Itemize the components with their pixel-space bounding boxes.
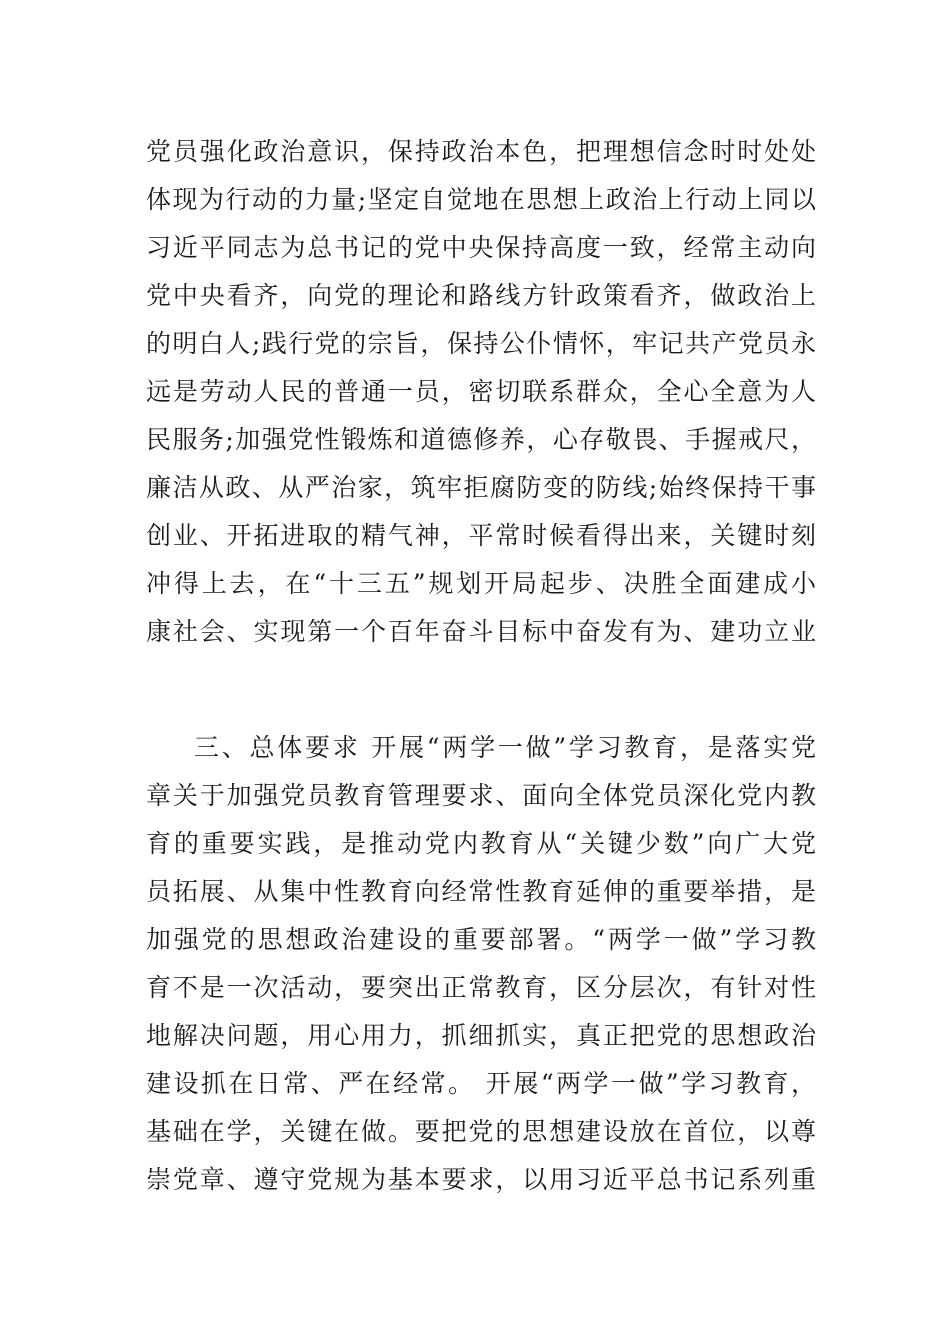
text-line: 育不是一次活动，要突出正常教育，区分层次，有针对性 bbox=[146, 973, 816, 1002]
text-line: 创业、开拓进取的精气神，平常时候看得出来，关键时刻 bbox=[146, 521, 816, 550]
text-line: 地解决问题，用心用力，抓细抓实，真正把党的思想政治 bbox=[146, 1021, 816, 1050]
text-line: 党中央看齐，向党的理论和路线方针政策看齐，做政治上 bbox=[146, 281, 816, 310]
text-line: 习近平同志为总书记的党中央保持高度一致，经常主动向 bbox=[146, 233, 816, 262]
paragraph-1 bbox=[146, 128, 816, 656]
text-line: 崇党章、遵守党规为基本要求，以用习近平总书记系列重 bbox=[146, 1165, 816, 1194]
text-line: 建设抓在日常、严在经常。 开展“两学一做”学习教育， bbox=[146, 1069, 816, 1098]
text-line: 基础在学，关键在做。要把党的思想建设放在首位，以尊 bbox=[146, 1117, 816, 1146]
text-line: 廉洁从政、从严治家，筑牢拒腐防变的防线;始终保持干事 bbox=[146, 473, 816, 502]
text-line: 加强党的思想政治建设的重要部署。“两学一做”学习教 bbox=[146, 925, 816, 954]
paragraph-2 bbox=[146, 724, 816, 1204]
text-line: 康社会、实现第一个百年奋斗目标中奋发有为、建功立业 bbox=[146, 617, 816, 646]
text-line: 的明白人;践行党的宗旨，保持公仆情怀，牢记共产党员永 bbox=[146, 329, 816, 358]
text-line: 章关于加强党员教育管理要求、面向全体党员深化党内教 bbox=[146, 781, 816, 810]
text-line: 育的重要实践，是推动党内教育从“关键少数”向广大党 bbox=[146, 829, 816, 858]
text-line: 党员强化政治意识，保持政治本色，把理想信念时时处处 bbox=[146, 137, 816, 166]
text-line: 员拓展、从集中性教育向经常性教育延伸的重要举措，是 bbox=[146, 877, 816, 906]
text-line: 冲得上去，在“十三五”规划开局起步、决胜全面建成小 bbox=[146, 569, 816, 598]
text-line: 体现为行动的力量;坚定自觉地在思想上政治上行动上同以 bbox=[146, 185, 816, 214]
section-heading-line: 三、总体要求 开展“两学一做”学习教育，是落实党 bbox=[194, 733, 816, 762]
text-line: 远是劳动人民的普通一员，密切联系群众，全心全意为人 bbox=[146, 377, 816, 406]
text-line: 民服务;加强党性锻炼和道德修养，心存敬畏、手握戒尺， bbox=[146, 425, 816, 454]
